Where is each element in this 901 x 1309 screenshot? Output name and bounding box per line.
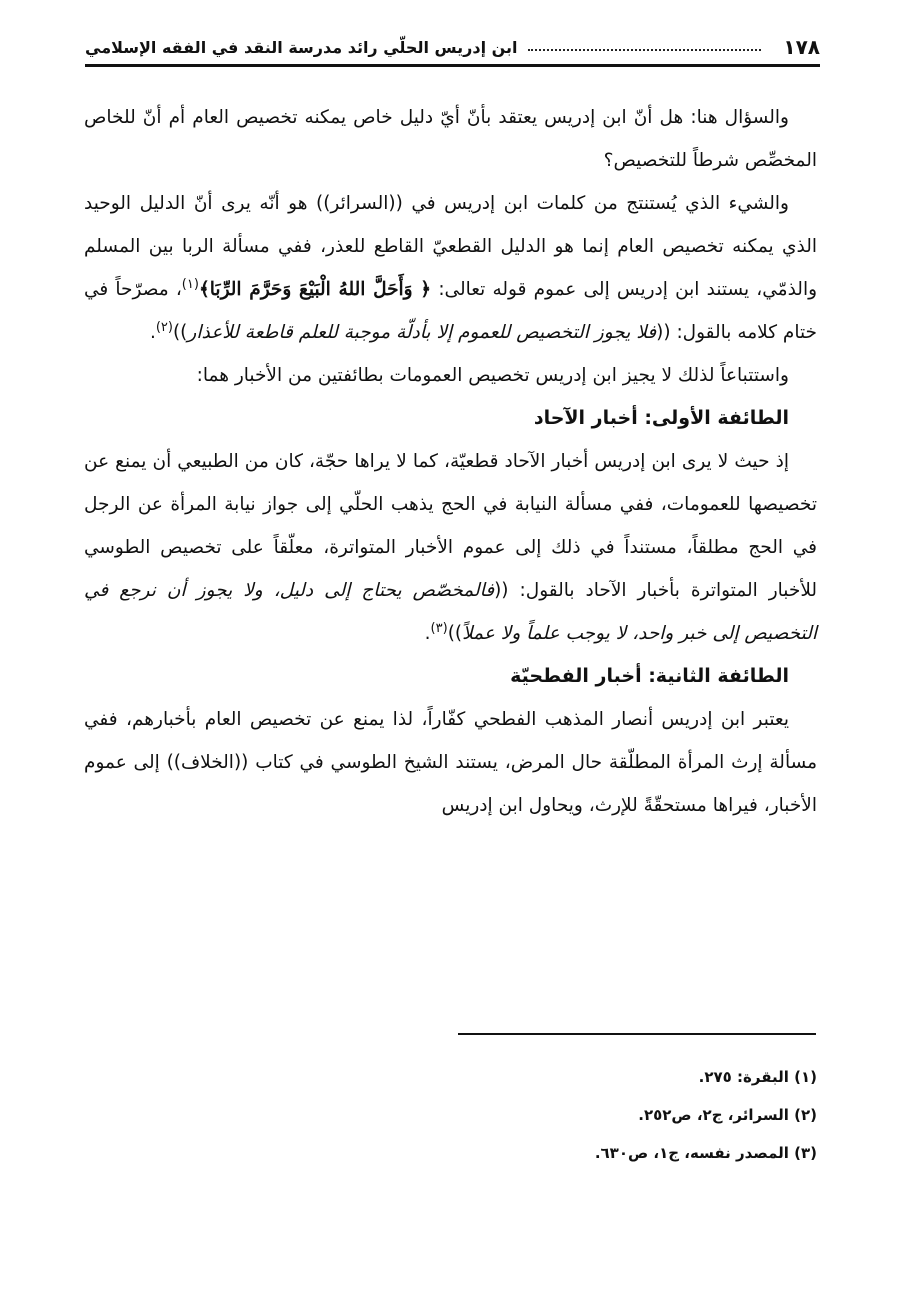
paragraph-text: إذ حيث لا يرى ابن إدريس أخبار الآحاد قطعيّة، كما لا يراها حجّة، كان من الطبيعي أن يمنع عن تخصيصها للعمومات، ففي مسألة النيابة في الحج يذهب الحلّي إلى جواز نيابة المرأة عن الرجل في الحج مطلقاً، مستنداً في ذلك إلى عموم الأخبار المتواترة، معلّقاً على تخصيص الطوسي للأخبار المتواترة بأخبار الآحاد بالقول: (( bbox=[84, 451, 817, 601]
page-header bbox=[85, 30, 820, 67]
footnote-3: (٣) المصدر نفسه، ج١، ص٦٣٠. bbox=[594, 1144, 817, 1162]
quote-close: )) bbox=[447, 623, 463, 644]
paragraph-ahad bbox=[84, 440, 817, 655]
quote-close: )) bbox=[172, 322, 188, 343]
footnote-ref-3: (٣) bbox=[430, 620, 448, 636]
paragraph-text: والشيء الذي يُستنتج من كلمات ابن إدريس في ((السرائر)) هو أنّه يرى أنّ الدليل الوحيد الذي يمكنه تخصيص العام إنما هو الدليل القطعيّ القاطع للعذر، bbox=[84, 193, 817, 257]
footnote-ref-2: (٢) bbox=[155, 319, 173, 335]
footnote-separator bbox=[458, 1033, 816, 1035]
paragraph-consequence: واستتباعاً لذلك لا يجيز ابن إدريس تخصيص العمومات بطائفتين من الأخبار هما: bbox=[196, 365, 789, 386]
running-title: ابن إدريس الحلّي رائد مدرسة النقد في الفقه الإسلامي bbox=[85, 37, 518, 57]
footnote-ref-1: (١) bbox=[181, 276, 199, 292]
paragraph-text: ففي مسألة الربا بين المسلم والذمّي، يستند ابن إدريس إلى عموم قوله تعالى: bbox=[84, 236, 818, 300]
header-dot-leader bbox=[528, 49, 762, 51]
paragraph-conclusion bbox=[84, 182, 817, 354]
footnote-1: (١) البقرة: ٢٧٥. bbox=[698, 1068, 817, 1086]
paragraph-fathiyya: يعتبر ابن إدريس أنصار المذهب الفطحي كفّاراً، لذا يمنع عن تخصيص العام بأخبارهم، ففي مسألة إرث المرأة المطلّقة حال المرض، يستند الشيخ الطوسي في كتاب ((الخلاف)) إلى عموم الأخبار، فيراها مستحقّةً للإرث، ويحاول ابن إدريس bbox=[84, 709, 817, 816]
footnote-2: (٢) السرائر، ج٢، ص٢٥٢. bbox=[638, 1106, 817, 1124]
quran-verse: ﴿ وَأَحَلَّ اللهُ الْبَيْعَ وَحَرَّمَ الرِّبَا﴾ bbox=[198, 279, 432, 300]
section-heading-second: الطائفة الثانية: أخبار الفطحيّة bbox=[510, 665, 789, 687]
section-heading-first: الطائفة الأولى: أخبار الآحاد bbox=[533, 407, 789, 429]
main-text bbox=[84, 96, 817, 827]
quoted-text: فلا يجوز التخصيص للعموم إلا بأدلّة موجبة للعلم قاطعة للأعذار bbox=[187, 322, 657, 343]
sentence-end: . bbox=[424, 623, 431, 644]
footnotes bbox=[317, 1058, 817, 1172]
sentence-end: . bbox=[149, 322, 156, 343]
page-number: ١٧٨ bbox=[783, 35, 820, 59]
paragraph-question: والسؤال هنا: هل أنّ ابن إدريس يعتقد بأنّ أيّ دليل خاص يمكنه تخصيص العام أم أنّ للخاص المخصِّص شرطاً للتخصيص؟ bbox=[84, 107, 817, 171]
quoted-text: فالمخصّص يحتاج إلى دليل، ولا يجوز أن نرجع في التخصيص إلى خبر واحد، لا يوجب علماً ولا عملاً bbox=[84, 580, 817, 644]
paragraph-text: ، مصرّحاً في ختام كلامه بالقول: (( bbox=[84, 279, 817, 343]
